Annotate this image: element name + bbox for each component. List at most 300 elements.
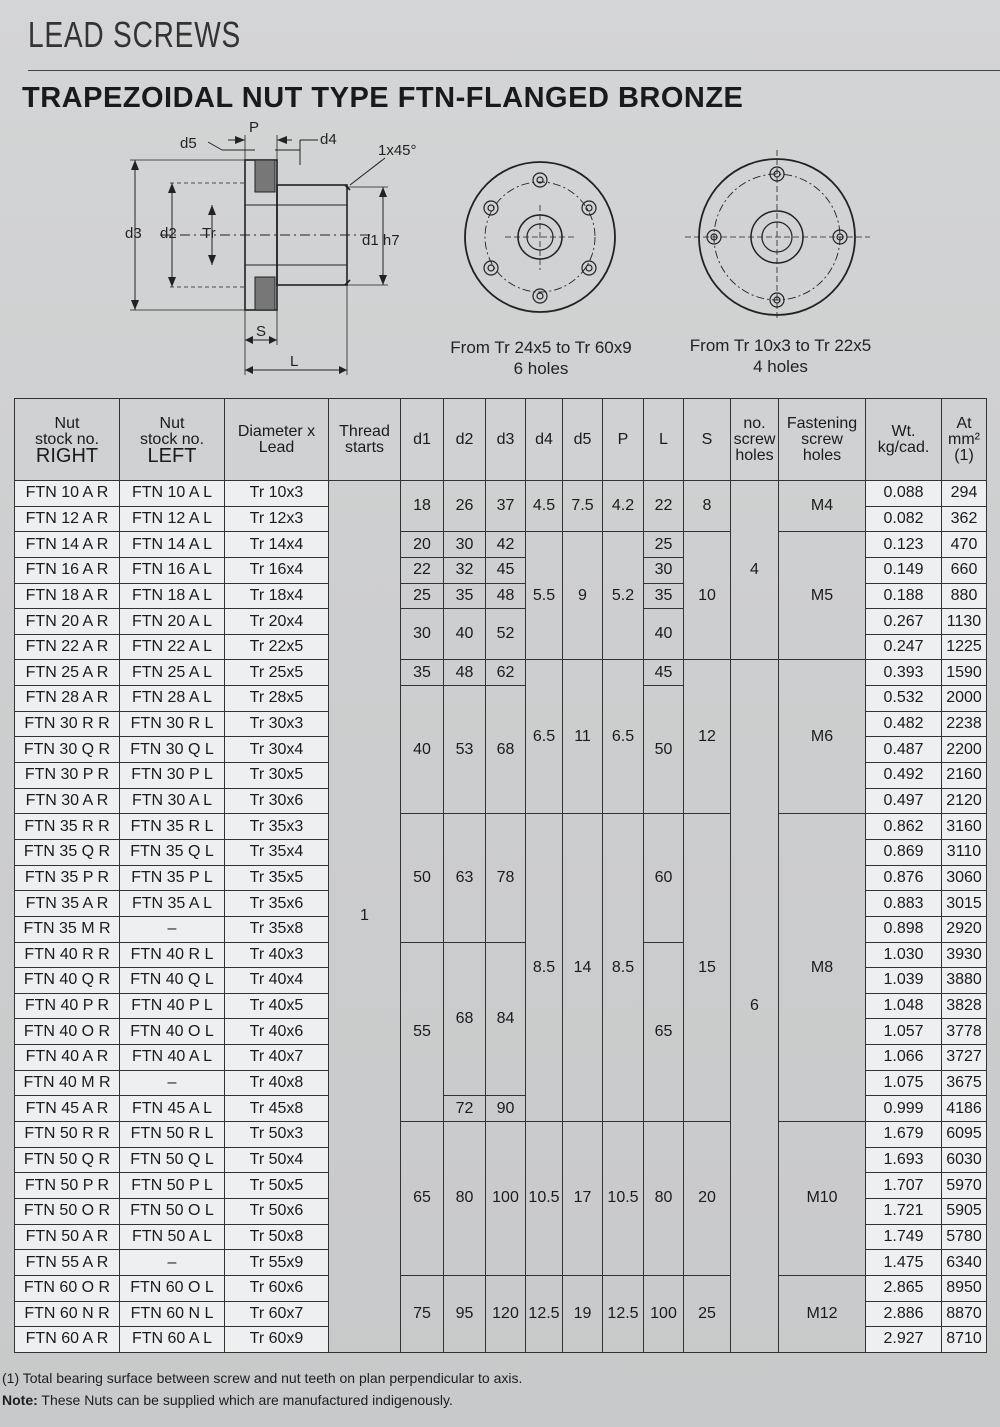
weight-cell: 1.066: [866, 1045, 942, 1071]
caption-4-count: 4 holes: [753, 357, 808, 376]
label-d5: d5: [180, 135, 197, 152]
nut-left-cell: FTN 40 R L: [120, 942, 225, 968]
area-cell: 5905: [942, 1198, 987, 1224]
nut-right-cell: FTN 40 R R: [15, 942, 120, 968]
area-cell: 1590: [942, 660, 987, 686]
d2-cell: 80: [444, 1122, 486, 1276]
nut-left-cell: FTN 30 R L: [120, 711, 225, 737]
caption-6-range: From Tr 24x5 to Tr 60x9: [450, 338, 632, 357]
nut-left-cell: FTN 30 P L: [120, 763, 225, 789]
area-cell: 8710: [942, 1327, 987, 1353]
d2-cell: 53: [444, 686, 486, 814]
header-left-1: Nut: [159, 414, 185, 432]
d5-cell: 7.5: [563, 481, 603, 532]
d5-cell: 11: [563, 660, 603, 814]
header-right-3: RIGHT: [35, 444, 99, 467]
d4-cell: 10.5: [526, 1122, 563, 1276]
header-at-1: At: [956, 414, 972, 432]
diameter-lead-cell: Tr 10x3: [225, 481, 329, 507]
d3-cell: 37: [486, 481, 526, 532]
nut-left-cell: FTN 50 Q L: [120, 1147, 225, 1173]
nut-right-cell: FTN 40 P R: [15, 993, 120, 1019]
header-right: [15, 399, 120, 481]
weight-cell: 0.188: [866, 583, 942, 609]
diameter-lead-cell: Tr 40x3: [225, 942, 329, 968]
nut-right-cell: FTN 28 A R: [15, 686, 120, 712]
header-d2: d2: [444, 399, 486, 481]
l-cell: 25: [644, 532, 684, 558]
diameter-lead-cell: Tr 50x6: [225, 1198, 329, 1224]
label-d1: d1 h7: [362, 232, 400, 249]
d1-cell: 30: [401, 609, 444, 660]
header-l: L: [644, 399, 684, 481]
d1-cell: 22: [401, 557, 444, 583]
header-wt: [866, 399, 942, 481]
diameter-lead-cell: Tr 35x8: [225, 916, 329, 942]
table-row: [15, 1275, 987, 1301]
nut-left-cell: FTN 25 A L: [120, 660, 225, 686]
nut-right-cell: FTN 50 P R: [15, 1173, 120, 1199]
label-d4: d4: [320, 131, 337, 148]
area-cell: 5970: [942, 1173, 987, 1199]
nut-right-cell: FTN 30 Q R: [15, 737, 120, 763]
s-cell: 25: [684, 1275, 731, 1352]
diameter-lead-cell: Tr 30x3: [225, 711, 329, 737]
d5-cell: 14: [563, 814, 603, 1122]
fastening-cell: M10: [779, 1122, 866, 1276]
area-cell: 3110: [942, 839, 987, 865]
p-cell: 12.5: [603, 1275, 644, 1352]
weight-cell: 1.721: [866, 1198, 942, 1224]
l-cell: 80: [644, 1122, 684, 1276]
area-cell: 3930: [942, 942, 987, 968]
d3-cell: 84: [486, 942, 526, 1096]
d5-cell: 17: [563, 1122, 603, 1276]
nut-right-cell: FTN 35 Q R: [15, 839, 120, 865]
nut-right-cell: FTN 40 Q R: [15, 968, 120, 994]
nut-right-cell: FTN 25 A R: [15, 660, 120, 686]
d4-cell: 8.5: [526, 814, 563, 1122]
area-cell: 2120: [942, 788, 987, 814]
l-cell: 40: [644, 609, 684, 660]
nut-left-cell: FTN 28 A L: [120, 686, 225, 712]
thread-cell: 1: [329, 481, 401, 1353]
nut-right-cell: FTN 55 A R: [15, 1250, 120, 1276]
nut-right-cell: FTN 35 R R: [15, 814, 120, 840]
diameter-lead-cell: Tr 12x3: [225, 506, 329, 532]
nut-left-cell: FTN 35 R L: [120, 814, 225, 840]
fastening-cell: M4: [779, 481, 866, 532]
l-cell: 22: [644, 481, 684, 532]
diameter-lead-cell: Tr 16x4: [225, 557, 329, 583]
nut-right-cell: FTN 10 A R: [15, 481, 120, 507]
weight-cell: 0.247: [866, 634, 942, 660]
header-thread-1: Thread: [339, 422, 390, 440]
nut-right-cell: FTN 45 A R: [15, 1096, 120, 1122]
weight-cell: 1.075: [866, 1070, 942, 1096]
p-cell: 4.2: [603, 481, 644, 532]
diameter-lead-cell: Tr 40x4: [225, 968, 329, 994]
weight-cell: 0.497: [866, 788, 942, 814]
diameter-lead-cell: Tr 50x8: [225, 1224, 329, 1250]
nut-left-cell: –: [120, 916, 225, 942]
s-cell: 15: [684, 814, 731, 1122]
d3-cell: 62: [486, 660, 526, 686]
weight-cell: 0.267: [866, 609, 942, 635]
nut-left-cell: FTN 35 P L: [120, 865, 225, 891]
nut-right-cell: FTN 40 M R: [15, 1070, 120, 1096]
area-cell: 470: [942, 532, 987, 558]
diameter-lead-cell: Tr 50x5: [225, 1173, 329, 1199]
d1-cell: 35: [401, 660, 444, 686]
header-wt-2: kg/cad.: [877, 438, 930, 456]
nut-left-cell: FTN 14 A L: [120, 532, 225, 558]
d3-cell: 78: [486, 814, 526, 942]
d2-cell: 95: [444, 1275, 486, 1352]
note-label: Note:: [2, 1392, 38, 1408]
weight-cell: 1.679: [866, 1122, 942, 1148]
nut-left-cell: FTN 12 A L: [120, 506, 225, 532]
d4-cell: 6.5: [526, 660, 563, 814]
nut-right-cell: FTN 20 A R: [15, 609, 120, 635]
nut-right-cell: FTN 50 A R: [15, 1224, 120, 1250]
area-cell: 3727: [942, 1045, 987, 1071]
label-d2: d2: [160, 225, 177, 242]
area-cell: 6030: [942, 1147, 987, 1173]
nut-right-cell: FTN 60 O R: [15, 1275, 120, 1301]
nut-left-cell: FTN 60 N L: [120, 1301, 225, 1327]
nut-left-cell: FTN 60 A L: [120, 1327, 225, 1353]
caption-4-holes: [668, 335, 893, 377]
diameter-lead-cell: Tr 60x6: [225, 1275, 329, 1301]
flange-4-holes: [685, 150, 870, 320]
caption-4-range: From Tr 10x3 to Tr 22x5: [689, 336, 872, 355]
area-cell: 6095: [942, 1122, 987, 1148]
d2-cell: 63: [444, 814, 486, 942]
fastening-cell: M12: [779, 1275, 866, 1352]
nut-left-cell: FTN 20 A L: [120, 609, 225, 635]
d4-cell: 5.5: [526, 532, 563, 660]
weight-cell: 0.123: [866, 532, 942, 558]
area-cell: 2000: [942, 686, 987, 712]
d1-cell: 18: [401, 481, 444, 532]
d2-cell: 35: [444, 583, 486, 609]
section-heading: LEAD SCREWS: [28, 14, 241, 55]
area-cell: 3778: [942, 1019, 987, 1045]
area-cell: 3015: [942, 891, 987, 917]
nut-left-cell: FTN 18 A L: [120, 583, 225, 609]
table-row: [15, 481, 987, 507]
l-cell: 60: [644, 814, 684, 942]
d4-cell: 12.5: [526, 1275, 563, 1352]
area-cell: 3828: [942, 993, 987, 1019]
weight-cell: 0.393: [866, 660, 942, 686]
nut-right-cell: FTN 30 A R: [15, 788, 120, 814]
nut-left-cell: FTN 50 R L: [120, 1122, 225, 1148]
area-cell: 2160: [942, 763, 987, 789]
area-cell: 294: [942, 481, 987, 507]
nut-right-cell: FTN 40 A R: [15, 1045, 120, 1071]
weight-cell: 0.082: [866, 506, 942, 532]
nut-left-cell: FTN 30 A L: [120, 788, 225, 814]
area-cell: 2200: [942, 737, 987, 763]
area-cell: 3675: [942, 1070, 987, 1096]
d5-cell: 9: [563, 532, 603, 660]
header-thread-2: starts: [344, 438, 385, 456]
nut-left-cell: –: [120, 1250, 225, 1276]
header-left-3: LEFT: [147, 444, 197, 467]
fastening-cell: M8: [779, 814, 866, 1122]
p-cell: 8.5: [603, 814, 644, 1122]
s-cell: 10: [684, 532, 731, 660]
flange-hole: [255, 160, 275, 192]
header-p: P: [603, 399, 644, 481]
header-left: [120, 399, 225, 481]
nut-left-cell: FTN 35 A L: [120, 891, 225, 917]
nut-right-cell: FTN 18 A R: [15, 583, 120, 609]
nut-right-cell: FTN 50 Q R: [15, 1147, 120, 1173]
diameter-lead-cell: Tr 35x6: [225, 891, 329, 917]
diameter-lead-cell: Tr 50x4: [225, 1147, 329, 1173]
header-wt-1: Wt.: [891, 422, 916, 440]
label-chamfer: 1x45°: [378, 142, 417, 159]
s-cell: 8: [684, 481, 731, 532]
d1-cell: 65: [401, 1122, 444, 1276]
area-cell: 8870: [942, 1301, 987, 1327]
l-cell: 30: [644, 557, 684, 583]
nut-left-cell: FTN 50 A L: [120, 1224, 225, 1250]
diameter-lead-cell: Tr 40x6: [225, 1019, 329, 1045]
diameter-lead-cell: Tr 18x4: [225, 583, 329, 609]
nut-right-cell: FTN 14 A R: [15, 532, 120, 558]
area-cell: 5780: [942, 1224, 987, 1250]
table-row: [15, 660, 987, 686]
diameter-lead-cell: Tr 35x4: [225, 839, 329, 865]
nut-left-cell: FTN 35 Q L: [120, 839, 225, 865]
caption-6-count: 6 holes: [513, 359, 569, 378]
weight-cell: 0.999: [866, 1096, 942, 1122]
diameter-lead-cell: Tr 14x4: [225, 532, 329, 558]
diameter-lead-cell: Tr 35x3: [225, 814, 329, 840]
nut-right-cell: FTN 60 N R: [15, 1301, 120, 1327]
header-right-2: stock no.: [34, 430, 100, 448]
weight-cell: 0.532: [866, 686, 942, 712]
d1-cell: 40: [401, 686, 444, 814]
nut-left-cell: FTN 16 A L: [120, 557, 225, 583]
diameter-lead-cell: Tr 22x5: [225, 634, 329, 660]
diameter-lead-cell: Tr 40x7: [225, 1045, 329, 1071]
flange-6-holes: [465, 162, 615, 312]
fastening-cell: M6: [779, 660, 866, 814]
nut-right-cell: FTN 40 O R: [15, 1019, 120, 1045]
weight-cell: 0.487: [866, 737, 942, 763]
nut-right-cell: FTN 50 O R: [15, 1198, 120, 1224]
nut-left-cell: FTN 60 O L: [120, 1275, 225, 1301]
nut-left-cell: FTN 50 P L: [120, 1173, 225, 1199]
diameter-lead-cell: Tr 25x5: [225, 660, 329, 686]
spec-table: [14, 398, 987, 1353]
header-d5: d5: [563, 399, 603, 481]
weight-cell: 0.492: [866, 763, 942, 789]
note: [2, 1392, 453, 1408]
diameter-lead-cell: Tr 20x4: [225, 609, 329, 635]
nut-left-cell: –: [120, 1070, 225, 1096]
nut-right-cell: FTN 60 A R: [15, 1327, 120, 1353]
d3-cell: 45: [486, 557, 526, 583]
d2-cell: 68: [444, 942, 486, 1096]
weight-cell: 0.869: [866, 839, 942, 865]
holes-cell: 4: [731, 481, 779, 660]
d1-cell: 55: [401, 942, 444, 1121]
header-diameter: [225, 399, 329, 481]
header-fastening-1: Fastening: [786, 414, 858, 432]
header-diameter-2: Lead: [258, 438, 295, 456]
header-holes-2: screw: [733, 430, 776, 448]
weight-cell: 1.030: [866, 942, 942, 968]
header-d1: d1: [401, 399, 444, 481]
weight-cell: 0.088: [866, 481, 942, 507]
label-l: L: [290, 353, 299, 370]
nut-right-cell: FTN 35 M R: [15, 916, 120, 942]
area-cell: 880: [942, 583, 987, 609]
label-tr: Tr: [202, 225, 216, 242]
weight-cell: 1.039: [866, 968, 942, 994]
diameter-lead-cell: Tr 30x4: [225, 737, 329, 763]
label-s: S: [256, 323, 267, 340]
header-diameter-1: Diameter x: [237, 422, 316, 440]
label-p: P: [249, 119, 260, 136]
nut-left-cell: FTN 40 Q L: [120, 968, 225, 994]
nut-left-cell: FTN 10 A L: [120, 481, 225, 507]
d2-cell: 72: [444, 1096, 486, 1122]
weight-cell: 2.927: [866, 1327, 942, 1353]
table-row: [15, 814, 987, 840]
diameter-lead-cell: Tr 60x9: [225, 1327, 329, 1353]
spec-table-body: [15, 481, 987, 1353]
nut-left-cell: FTN 40 A L: [120, 1045, 225, 1071]
header-fastening-3: holes: [802, 446, 842, 464]
nut-left-cell: FTN 30 Q L: [120, 737, 225, 763]
nut-right-cell: FTN 35 P R: [15, 865, 120, 891]
p-cell: 5.2: [603, 532, 644, 660]
weight-cell: 1.707: [866, 1173, 942, 1199]
p-cell: 10.5: [603, 1122, 644, 1276]
d3-cell: 68: [486, 686, 526, 814]
nut-right-cell: FTN 35 A R: [15, 891, 120, 917]
diameter-lead-cell: Tr 55x9: [225, 1250, 329, 1276]
header-d3: d3: [486, 399, 526, 481]
l-cell: 50: [644, 686, 684, 814]
nut-left-cell: FTN 40 P L: [120, 993, 225, 1019]
s-cell: 20: [684, 1122, 731, 1276]
d2-cell: 40: [444, 609, 486, 660]
l-cell: 100: [644, 1275, 684, 1352]
d3-cell: 48: [486, 583, 526, 609]
d2-cell: 26: [444, 481, 486, 532]
area-cell: 362: [942, 506, 987, 532]
weight-cell: 1.048: [866, 993, 942, 1019]
header-s: S: [684, 399, 731, 481]
weight-cell: 2.886: [866, 1301, 942, 1327]
header-row: [15, 399, 987, 481]
s-cell: 12: [684, 660, 731, 814]
nut-right-cell: FTN 12 A R: [15, 506, 120, 532]
diameter-lead-cell: Tr 30x5: [225, 763, 329, 789]
diameter-lead-cell: Tr 50x3: [225, 1122, 329, 1148]
weight-cell: 0.149: [866, 557, 942, 583]
header-at: [942, 399, 987, 481]
note-text: These Nuts can be supplied which are manufactured indigenously.: [37, 1392, 453, 1408]
d1-cell: 75: [401, 1275, 444, 1352]
header-left-2: stock no.: [139, 430, 205, 448]
area-cell: 4186: [942, 1096, 987, 1122]
page-title: TRAPEZOIDAL NUT TYPE FTN-FLANGED BRONZE: [22, 82, 744, 114]
d3-cell: 42: [486, 532, 526, 558]
weight-cell: 0.482: [866, 711, 942, 737]
weight-cell: 1.057: [866, 1019, 942, 1045]
area-cell: 6340: [942, 1250, 987, 1276]
header-holes-3: holes: [735, 446, 774, 464]
nut-left-cell: FTN 45 A L: [120, 1096, 225, 1122]
header-at-3: (1): [954, 446, 974, 464]
weight-cell: 1.693: [866, 1147, 942, 1173]
weight-cell: 2.865: [866, 1275, 942, 1301]
nut-right-cell: FTN 30 P R: [15, 763, 120, 789]
d1-cell: 25: [401, 583, 444, 609]
diameter-lead-cell: Tr 40x5: [225, 993, 329, 1019]
p-cell: 6.5: [603, 660, 644, 814]
header-right-1: Nut: [54, 414, 80, 432]
area-cell: 2920: [942, 916, 987, 942]
area-cell: 3160: [942, 814, 987, 840]
header-d4: d4: [526, 399, 563, 481]
header-holes: [731, 399, 779, 481]
diameter-lead-cell: Tr 45x8: [225, 1096, 329, 1122]
l-cell: 65: [644, 942, 684, 1121]
weight-cell: 1.749: [866, 1224, 942, 1250]
nut-right-cell: FTN 30 R R: [15, 711, 120, 737]
weight-cell: 0.898: [866, 916, 942, 942]
header-at-2: mm²: [948, 430, 980, 448]
d3-cell: 100: [486, 1122, 526, 1276]
header-fastening: [779, 399, 866, 481]
d1-cell: 50: [401, 814, 444, 942]
header-thread: [329, 399, 401, 481]
nut-left-cell: FTN 50 O L: [120, 1198, 225, 1224]
header-holes-1: no.: [743, 414, 766, 432]
area-cell: 3880: [942, 968, 987, 994]
area-cell: 1130: [942, 609, 987, 635]
area-cell: 660: [942, 557, 987, 583]
nut-left-cell: FTN 40 O L: [120, 1019, 225, 1045]
diameter-lead-cell: Tr 28x5: [225, 686, 329, 712]
weight-cell: 0.862: [866, 814, 942, 840]
d2-cell: 32: [444, 557, 486, 583]
area-cell: 8950: [942, 1275, 987, 1301]
nut-right-cell: FTN 16 A R: [15, 557, 120, 583]
d3-cell: 120: [486, 1275, 526, 1352]
d1-cell: 20: [401, 532, 444, 558]
weight-cell: 1.475: [866, 1250, 942, 1276]
nut-right-cell: FTN 22 A R: [15, 634, 120, 660]
caption-6-holes: [430, 337, 652, 379]
label-d3: d3: [125, 225, 142, 242]
area-cell: 2238: [942, 711, 987, 737]
diameter-lead-cell: Tr 30x6: [225, 788, 329, 814]
d3-cell: 90: [486, 1096, 526, 1122]
area-cell: 1225: [942, 634, 987, 660]
weight-cell: 0.876: [866, 865, 942, 891]
